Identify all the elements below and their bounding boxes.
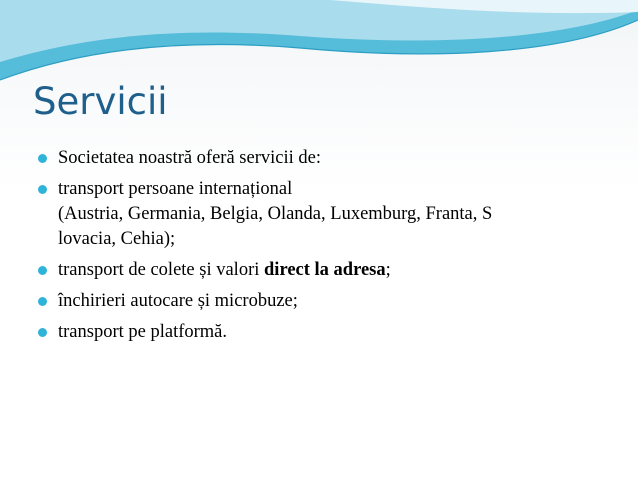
bullet-text: transport pe platformă. <box>58 322 228 342</box>
bullet-text-end: ; <box>385 260 391 280</box>
list-item <box>36 177 616 252</box>
header-wave-decoration <box>0 0 638 90</box>
bullet-dot-icon <box>38 266 47 275</box>
list-item <box>36 320 616 345</box>
bullet-list <box>36 146 616 351</box>
bullet-text: închirieri autocare și microbuze; <box>58 291 298 311</box>
bullet-text-line-1: transport persoane internațional <box>58 179 293 199</box>
list-item <box>36 258 616 283</box>
bullet-text-line-2: (Austria, Germania, Belgia, Olanda, Luxemburg, Franta, S <box>58 204 493 224</box>
list-item <box>36 146 616 171</box>
bullet-dot-icon <box>38 328 47 337</box>
bullet-dot-icon <box>38 154 47 163</box>
bullet-dot-icon <box>38 185 47 194</box>
bullet-text-bold: direct la adresa <box>264 260 386 280</box>
slide-title: Servicii <box>33 80 168 123</box>
bullet-dot-icon <box>38 297 47 306</box>
bullet-text: Societatea noastră oferă servicii de: <box>58 148 321 168</box>
bullet-text: transport de colete și valori <box>58 260 265 280</box>
list-item <box>36 289 616 314</box>
bullet-text-line-3: lovacia, Cehia); <box>58 229 176 249</box>
